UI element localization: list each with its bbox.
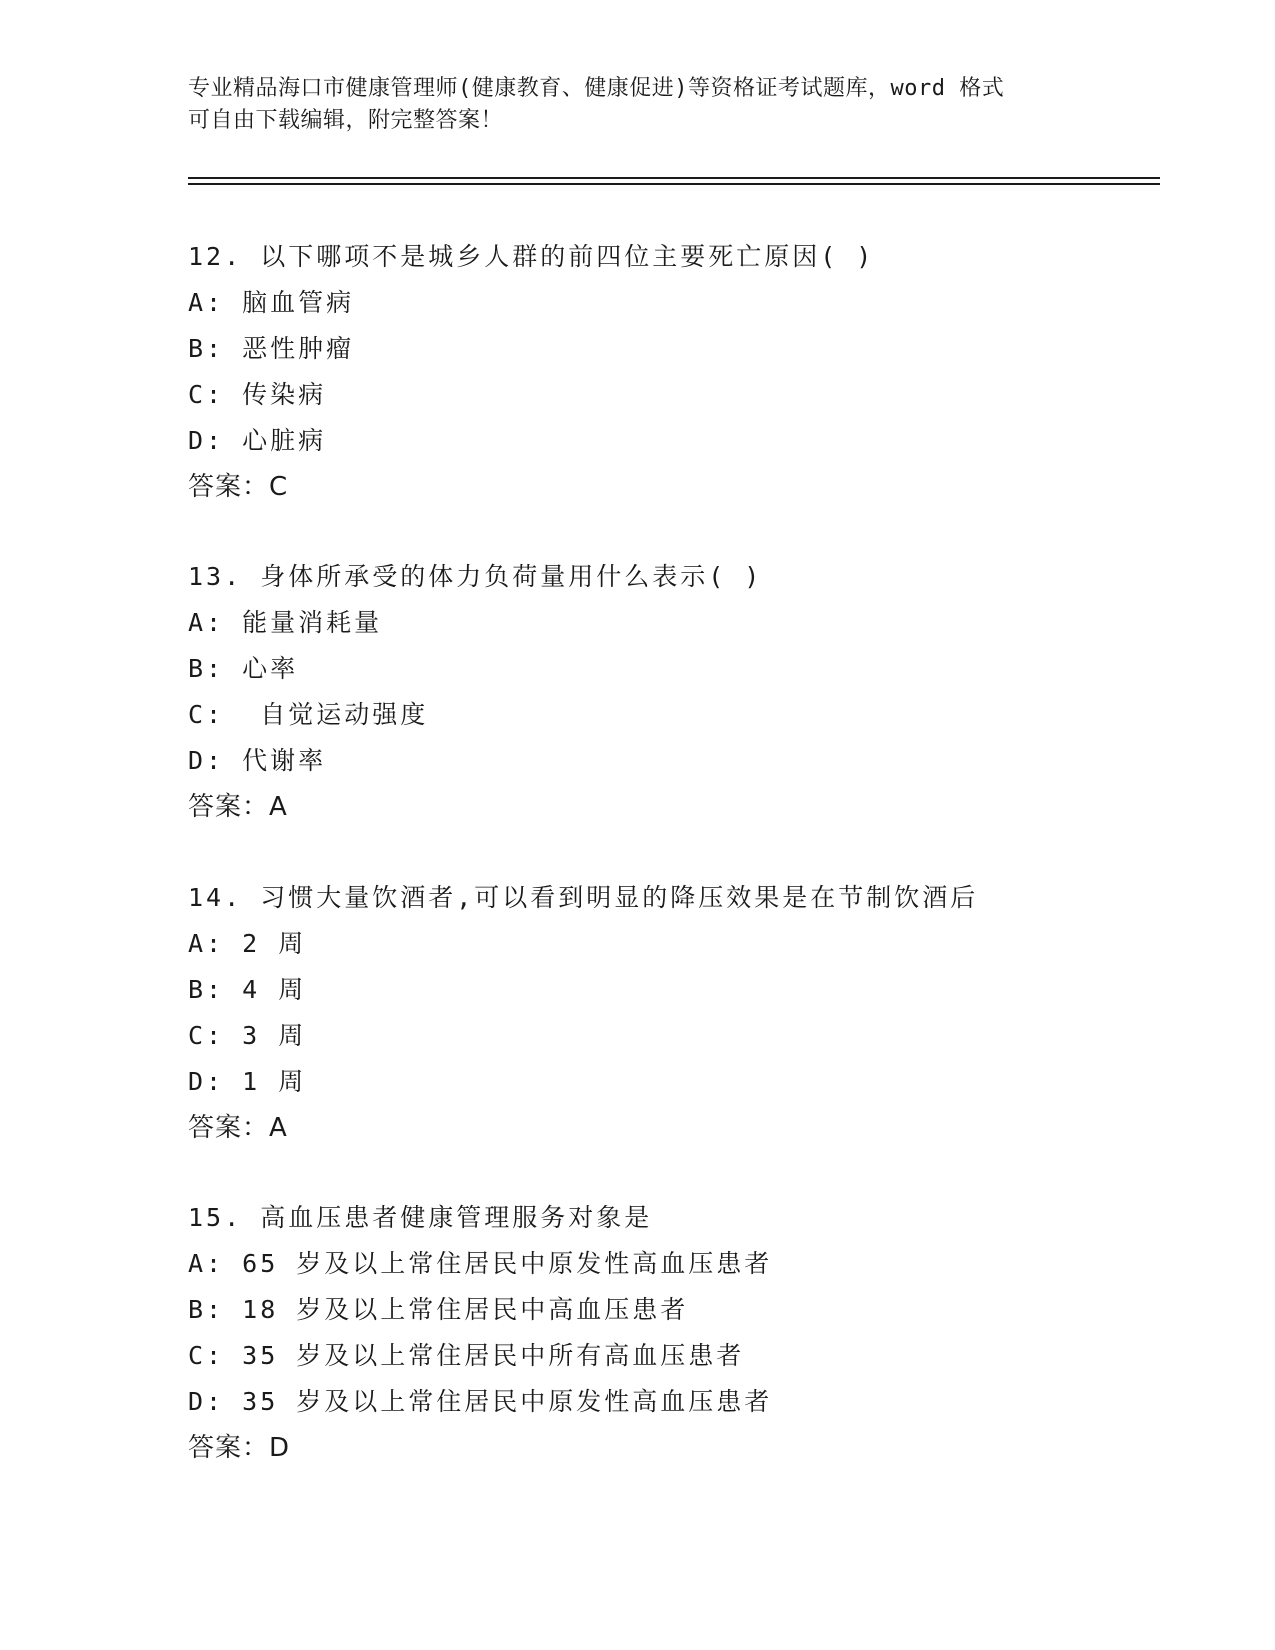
question-stem: 13. 身体所承受的体力负荷量用什么表示( ) [188,562,763,591]
document-header [188,73,1088,137]
option-c: C: 传染病 [188,380,327,409]
answer-label: 答案： [188,792,270,822]
question-stem: 15. 高血压患者健康管理服务对象是 [188,1203,653,1232]
header-divider-bottom [188,183,1160,185]
option-d: D: 1 周 [188,1067,307,1096]
answer-line [188,1425,1148,1471]
option-b: B: 4 周 [188,975,307,1004]
option-d: D: 35 岁及以上常住居民中原发性高血压患者 [188,1387,773,1416]
option-b: B: 18 岁及以上常住居民中高血压患者 [188,1295,689,1324]
answer-value: C [269,472,288,502]
question-14 [188,875,1148,1151]
question-stem: 14. 习惯大量饮酒者,可以看到明显的降压效果是在节制饮酒后 [188,883,979,912]
option-c: C: 自觉运动强度 [188,700,429,729]
option-a: A: 能量消耗量 [188,608,383,637]
option-b: B: 恶性肿瘤 [188,334,355,363]
option-c: C: 3 周 [188,1021,307,1050]
option-a: A: 65 岁及以上常住居民中原发性高血压患者 [188,1249,773,1278]
answer-label: 答案： [188,1113,270,1143]
option-a: A: 脑血管病 [188,288,355,317]
answer-line [188,1105,1148,1151]
answer-line [188,784,1148,830]
question-stem: 12. 以下哪项不是城乡人群的前四位主要死亡原因( ) [188,242,875,271]
option-c: C: 35 岁及以上常住居民中所有高血压患者 [188,1341,745,1370]
answer-line [188,464,1148,510]
option-b: B: 心率 [188,654,299,683]
answer-value: A [269,792,287,822]
header-divider-top [188,177,1160,179]
header-line-2: 可自由下载编辑，附完整答案！ [188,108,504,133]
answer-label: 答案： [188,1433,270,1463]
header-line-1: 专业精品海口市健康管理师(健康教育、健康促进)等资格证考试题库，word 格式 [188,76,1005,101]
answer-label: 答案： [188,472,270,502]
question-15 [188,1195,1148,1471]
option-d: D: 心脏病 [188,426,327,455]
answer-value: D [269,1433,290,1463]
answer-value: A [269,1113,287,1143]
question-13 [188,554,1148,830]
option-d: D: 代谢率 [188,746,327,775]
option-a: A: 2 周 [188,929,307,958]
question-12 [188,234,1148,510]
